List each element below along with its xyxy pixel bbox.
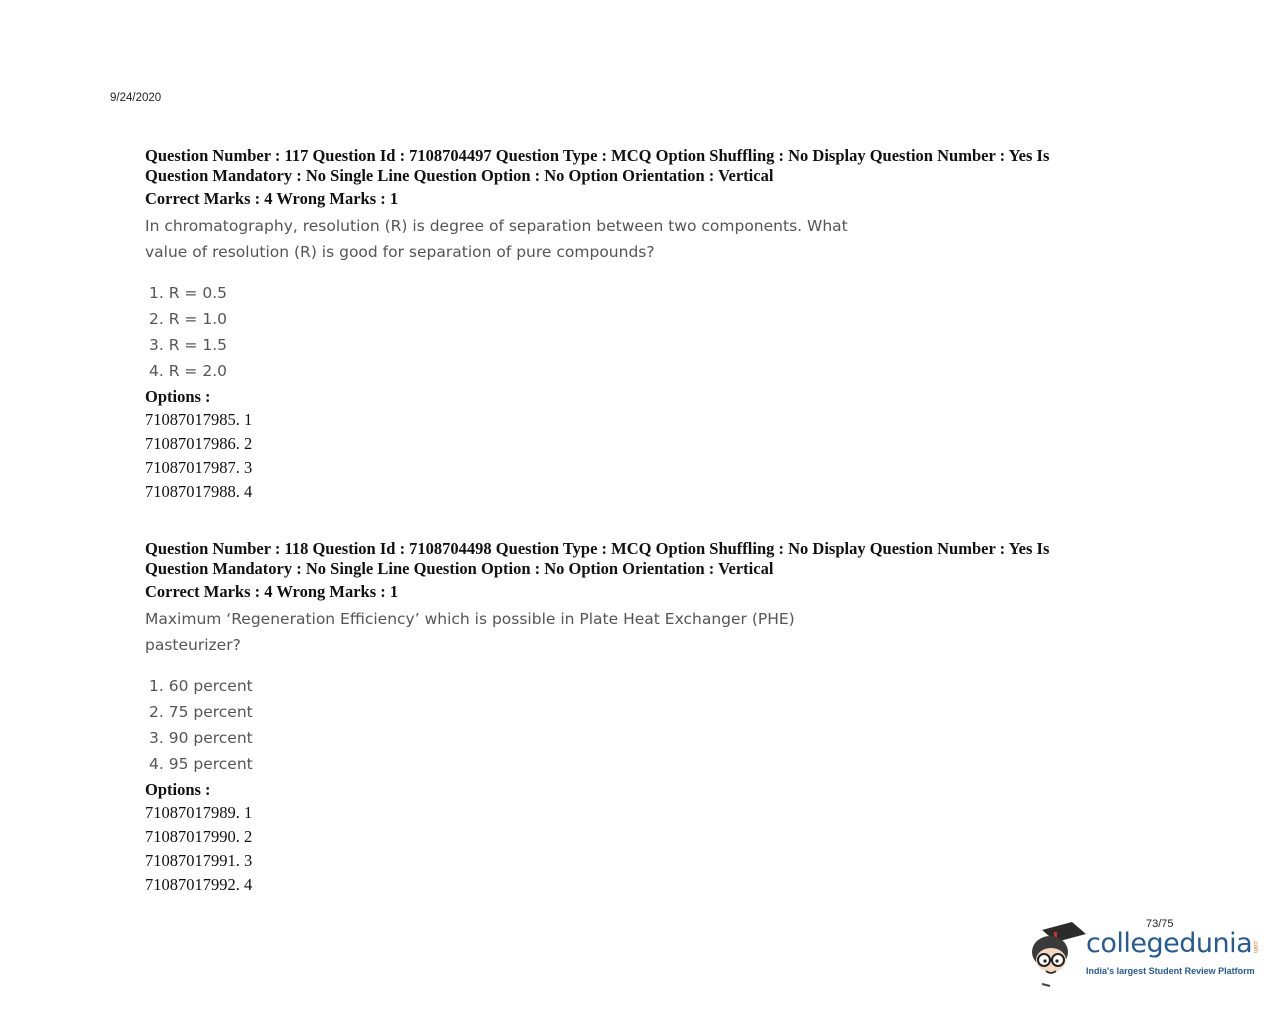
option-id: 71087017990. 2 [145, 827, 253, 846]
option-id: 71087017992. 4 [145, 875, 253, 894]
marks-line: Correct Marks : 4 Wrong Marks : 1 [145, 582, 399, 601]
marks-line: Correct Marks : 4 Wrong Marks : 1 [145, 189, 399, 208]
answer-choice: 3. R = 1.5 [149, 336, 227, 354]
collegedunia-logo [1024, 918, 1264, 990]
question-block [145, 146, 1135, 504]
option-id: 71087017988. 4 [145, 482, 253, 501]
question-block [145, 539, 1135, 897]
answer-choice: 2. R = 1.0 [149, 310, 227, 328]
question-text-line: Maximum ‘Regeneration Efficiency’ which is possible in Plate Heat Exchanger (PHE) [145, 610, 795, 628]
answer-choices [145, 675, 1135, 779]
student-mascot-icon [1024, 918, 1088, 990]
answer-choice: 4. 95 percent [149, 755, 253, 773]
answer-choice: 1. 60 percent [149, 677, 253, 695]
answer-choices [145, 282, 1135, 386]
option-id: 71087017989. 1 [145, 803, 253, 822]
answer-choice: 3. 90 percent [149, 729, 253, 747]
logo-suffix: .com [1252, 940, 1258, 954]
logo-tagline: India's largest Student Review Platform [1086, 966, 1255, 976]
question-text [145, 606, 865, 658]
answer-choice: 2. 75 percent [149, 703, 253, 721]
question-meta [145, 146, 1135, 186]
options-heading: Options : [145, 387, 211, 406]
option-id: 71087017986. 2 [145, 434, 253, 453]
question-meta-line: Question Number : 117 Question Id : 7108704497 Question Type : MCQ Option Shuffling : No Display Question Number : Yes Is [145, 146, 1050, 165]
question-text-line: In chromatography, resolution (R) is degree of separation between two components. What [145, 217, 848, 235]
question-meta [145, 539, 1135, 579]
options-heading: Options : [145, 780, 211, 799]
question-text-line: value of resolution (R) is good for separation of pure compounds? [145, 243, 655, 261]
answer-choice: 4. R = 2.0 [149, 362, 227, 380]
option-id: 71087017985. 1 [145, 410, 253, 429]
answer-choice: 1. R = 0.5 [149, 284, 227, 302]
option-id: 71087017991. 3 [145, 851, 253, 870]
question-text [145, 213, 865, 265]
page-number: 73/75 [1146, 918, 1174, 930]
question-meta-line: Question Mandatory : No Single Line Question Option : No Option Orientation : Vertical [145, 166, 774, 185]
print-date: 9/24/2020 [110, 92, 162, 104]
logo-wordmark: collegedunia [1086, 928, 1253, 959]
question-meta-line: Question Mandatory : No Single Line Question Option : No Option Orientation : Vertical [145, 559, 774, 578]
option-id: 71087017987. 3 [145, 458, 253, 477]
question-text-line: pasteurizer? [145, 636, 241, 654]
question-meta-line: Question Number : 118 Question Id : 7108704498 Question Type : MCQ Option Shuffling : No Display Question Number : Yes Is [145, 539, 1050, 558]
